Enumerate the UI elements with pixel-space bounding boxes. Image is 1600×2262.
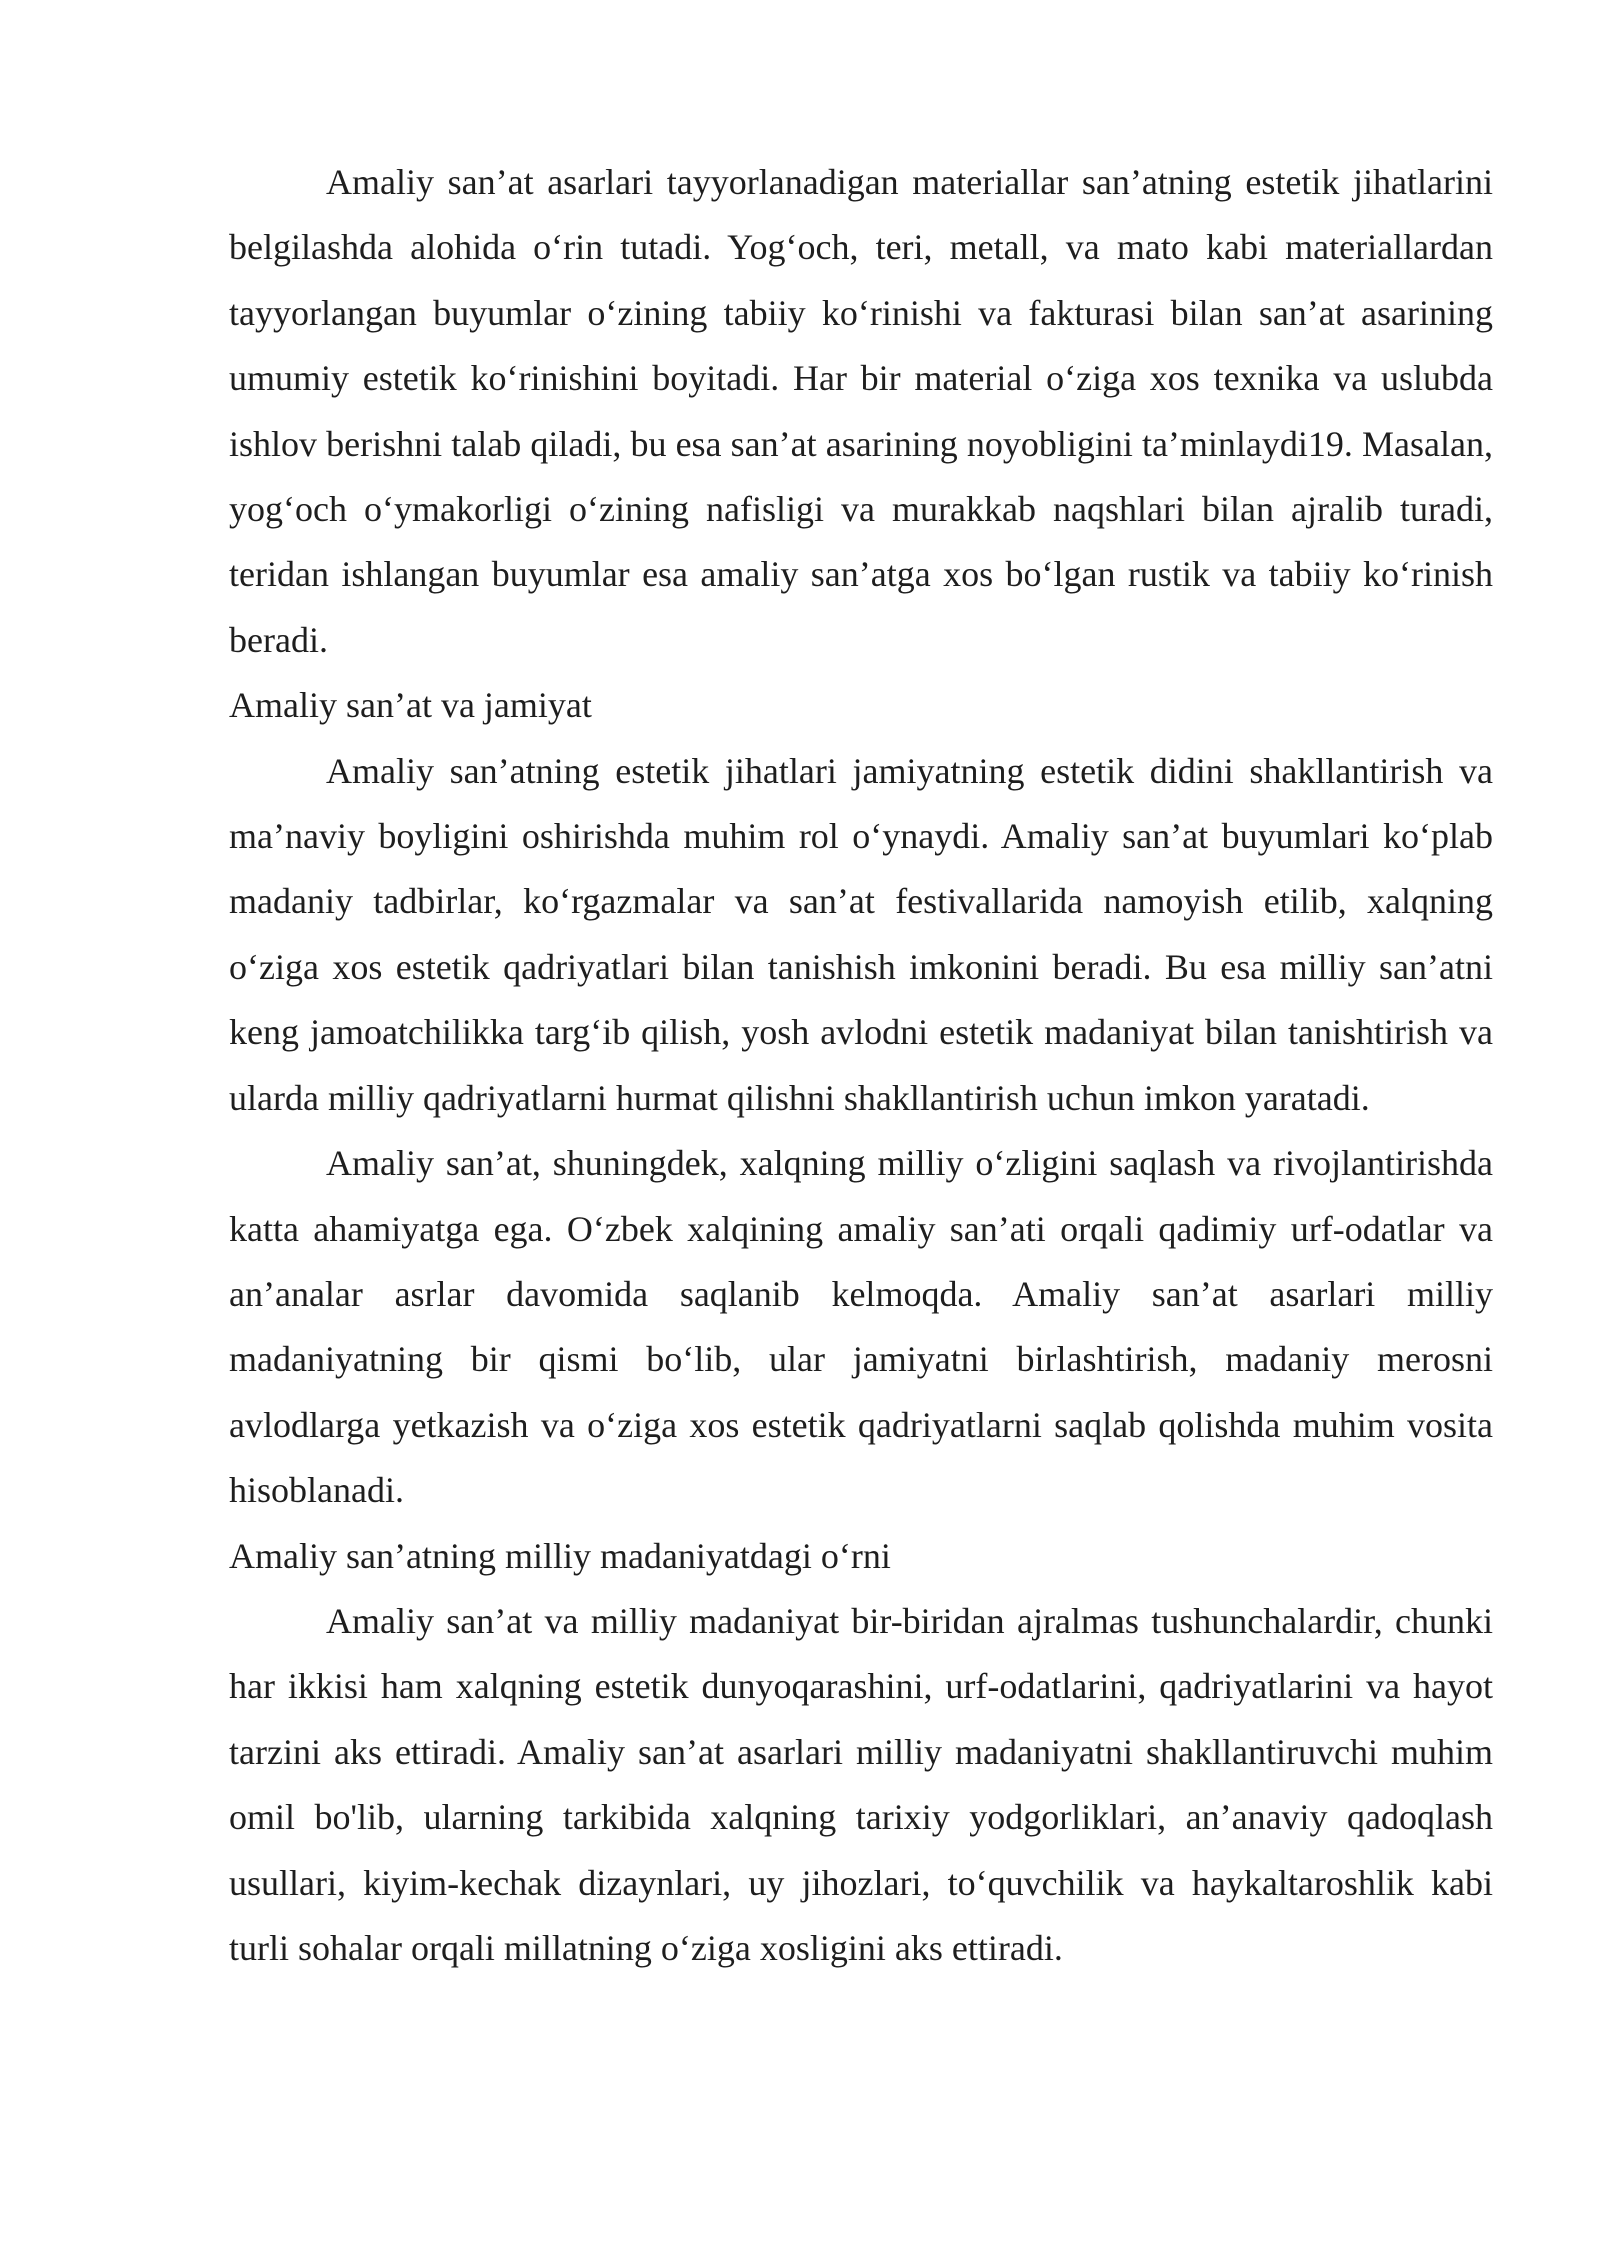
section-heading-national-culture: Amaliy san’atning milliy madaniyatdagi o‘rni <box>229 1535 891 1576</box>
section-heading-society: Amaliy san’at va jamiyat <box>229 685 592 726</box>
paragraph-national-identity: Amaliy san’at, shuningdek, xalqning milliy o‘zligini saqlash va rivojlantirishda katta ahamiyatga ega. O‘zbek xalqining amaliy san’ati orqali qadimiy urf-odatlar va an’analar asrlar davomida saqlanib kelmoqda. Amaliy san’at asarlari milliy madaniyatning bir qismi bo‘lib, ular jamiyatni birlashtirish, madaniy merosni avlodlarga yetkazish va o‘ziga xos estetik qadriyatlarni saqlab qolishda muhim vosita hisoblanadi. <box>229 1143 1493 1511</box>
paragraph-national-culture: Amaliy san’at va milliy madaniyat bir-biridan ajralmas tushunchalardir, chunki har ikkisi ham xalqning estetik dunyoqarashini, urf-odatlarini, qadriyatlarini va hayot tarzini aks ettiradi. Amaliy san’at asarlari milliy madaniyatni shakllantiruvchi muhim omil bo'lib, ularning tarkibida xalqning tarixiy yodgorliklari, an’anaviy qadoqlash usullari, kiyim-kechak dizaynlari, uy jihozlari, to‘quvchilik va haykaltaroshlik kabi turli sohalar orqali millatning o‘ziga xosligini aks ettiradi. <box>229 1600 1493 1968</box>
document-page <box>229 150 1493 1981</box>
paragraph-aesthetic-taste: Amaliy san’atning estetik jihatlari jamiyatning estetik didini shakllantirish va ma’naviy boyligini oshirishda muhim rol o‘ynaydi. Amaliy san’at buyumlari ko‘plab madaniy tadbirlar, ko‘rgazmalar va san’at festivallarida namoyish etilib, xalqning o‘ziga xos estetik qadriyatlari bilan tanishish imkonini beradi. Bu esa milliy san’atni keng jamoatchilikka targ‘ib qilish, yosh avlodni estetik madaniyat bilan tanishtirish va ularda milliy qadriyatlarni hurmat qilishni shakllantirish uchun imkon yaratadi. <box>229 750 1493 1118</box>
paragraph-materials: Amaliy san’at asarlari tayyorlanadigan materiallar san’atning estetik jihatlarini belgilashda alohida o‘rin tutadi. Yog‘och, teri, metall, va mato kabi materiallardan tayyorlangan buyumlar o‘zining tabiiy ko‘rinishi va fakturasi bilan san’at asarining umumiy estetik ko‘rinishini boyitadi. Har bir material o‘ziga xos texnika va uslubda ishlov berishni talab qiladi, bu esa san’at asarining noyobligini ta’minlaydi19. Masalan, yog‘och o‘ymakorligi o‘zining nafisligi va murakkab naqshlari bilan ajralib turadi, teridan ishlangan buyumlar esa amaliy san’atga xos bo‘lgan rustik va tabiiy ko‘rinish beradi. <box>229 162 1493 660</box>
